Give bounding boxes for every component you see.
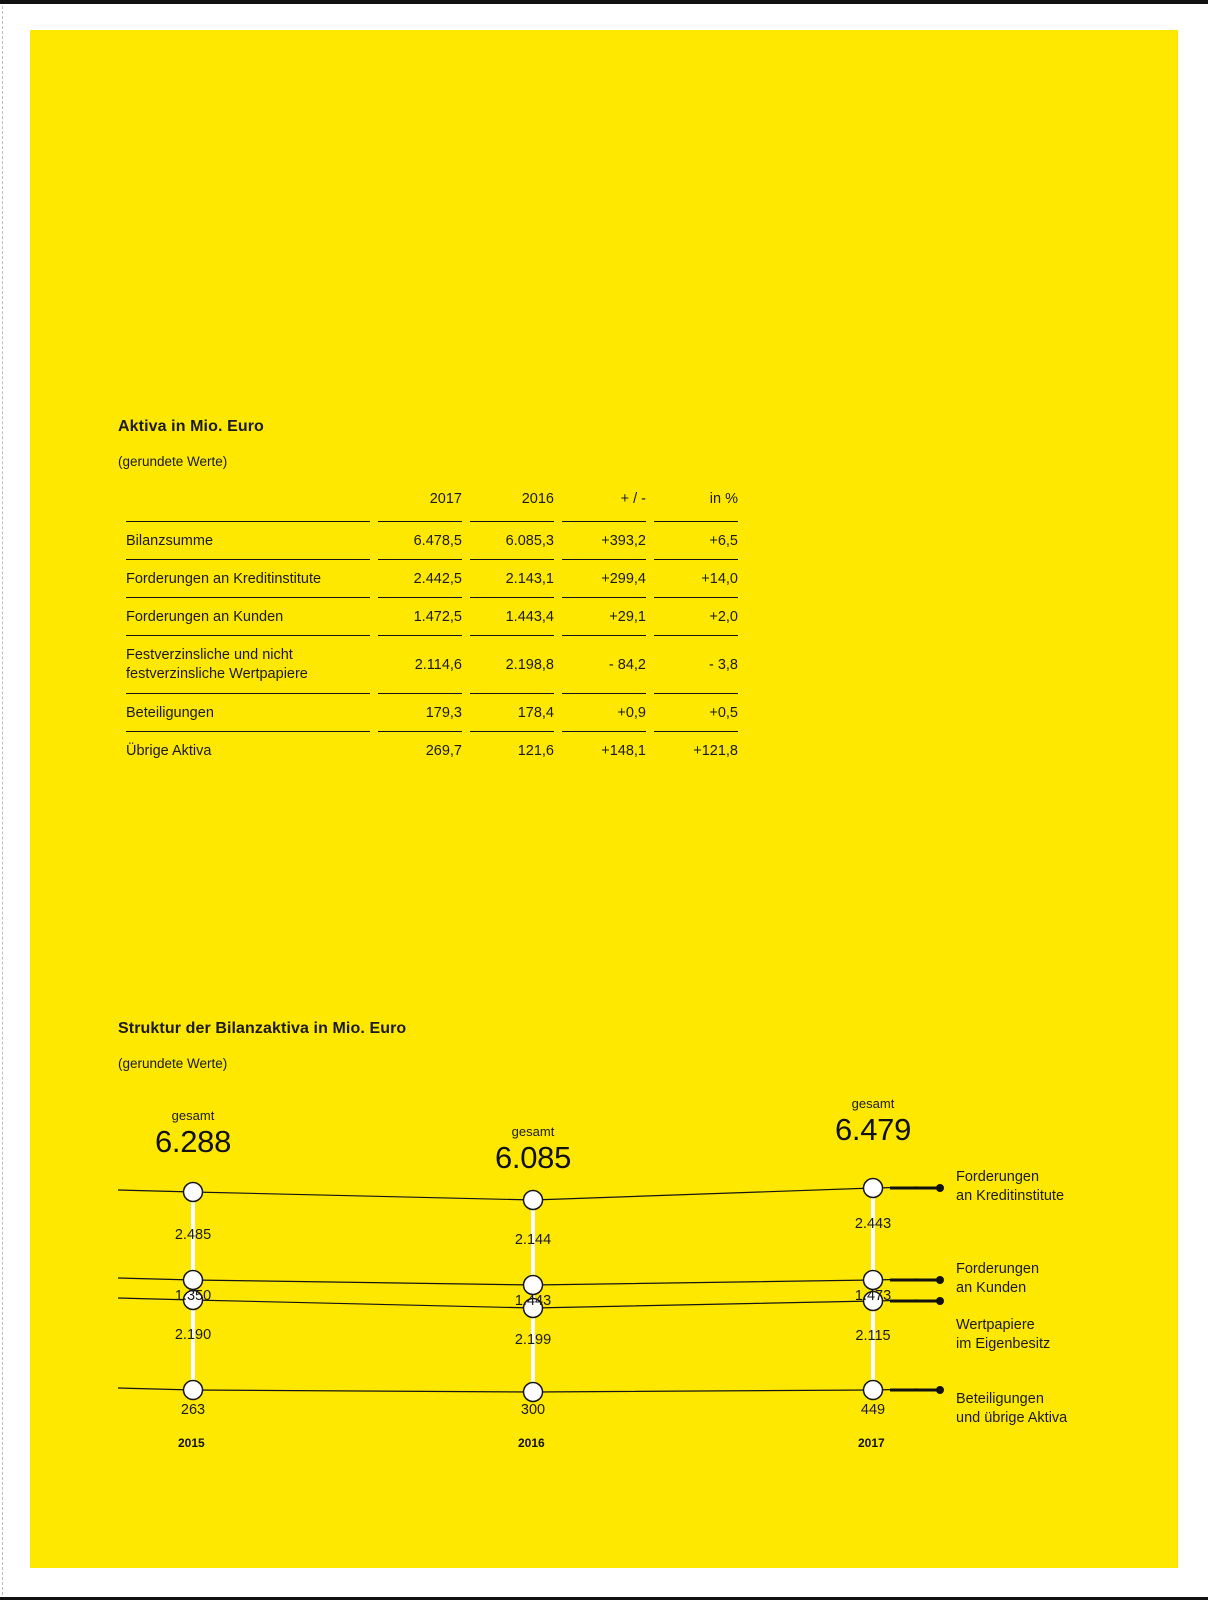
cell-2017: 2.442,5 — [378, 559, 462, 597]
legend-leader-dots — [936, 1184, 944, 1394]
col-header-2016: 2016 — [521, 491, 554, 507]
table-row — [126, 521, 738, 559]
cell-diff: +29,1 — [562, 597, 646, 635]
col-header-diff: + / - — [620, 491, 646, 507]
legend-line-2: an Kunden — [956, 1280, 1027, 1297]
cell-percent: +2,0 — [654, 597, 738, 635]
cell-diff: +299,4 — [562, 559, 646, 597]
cell-2016: 121,6 — [470, 731, 554, 769]
col-header-percent: in % — [709, 491, 738, 507]
total-caption-2017: gesamt — [851, 1096, 895, 1111]
cell-2016: 6.085,3 — [470, 521, 554, 559]
table-header-row — [126, 479, 738, 521]
table-row — [126, 693, 738, 731]
axis-label-2017: 2017 — [858, 1436, 885, 1450]
cell-percent: +14,0 — [654, 559, 738, 597]
value-2017-kunden: 1.473 — [854, 1288, 892, 1304]
value-2017-beteiligungen: 449 — [860, 1402, 886, 1418]
axis-label-2015: 2015 — [178, 1436, 205, 1450]
value-2016-wertpapiere: 2.199 — [514, 1332, 552, 1348]
legend-item-kunden — [956, 1260, 1039, 1299]
cell-2017: 179,3 — [378, 693, 462, 731]
node-2015-kreditinstitute — [184, 1183, 203, 1202]
chart-title: Struktur der Bilanzaktiva in Mio. Euro — [118, 1020, 407, 1037]
legend-item-beteiligungen — [956, 1390, 1067, 1429]
row-label: Forderungen an Kreditinstitute — [126, 559, 370, 597]
total-caption-2015: gesamt — [171, 1108, 215, 1123]
value-2015-wertpapiere: 2.190 — [174, 1327, 212, 1343]
cell-diff: +148,1 — [562, 731, 646, 769]
legend-line-1: Beteiligungen — [956, 1391, 1044, 1407]
leader-dot-beteiligungen — [936, 1386, 944, 1394]
row-label: Beteiligungen — [126, 693, 370, 731]
table-body — [126, 521, 738, 769]
row-label: Übrige Aktiva — [126, 731, 370, 769]
cell-2017: 1.472,5 — [378, 597, 462, 635]
value-2015-kreditinstitute: 2.485 — [174, 1227, 212, 1243]
report-page — [30, 30, 1178, 1568]
axis-label-2016: 2016 — [518, 1436, 545, 1450]
table-title: Aktiva in Mio. Euro — [118, 418, 264, 435]
boundary-line-2 — [118, 1278, 918, 1285]
legend-item-kreditinstitute — [956, 1168, 1064, 1207]
boundary-line-1 — [118, 1187, 918, 1200]
table-head — [126, 479, 738, 521]
legend-line-2: und übrige Aktiva — [956, 1410, 1068, 1427]
col-header-2017: 2017 — [429, 491, 462, 507]
legend-line-1: Forderungen — [956, 1261, 1040, 1277]
cell-percent: +121,8 — [654, 731, 738, 769]
total-value-2017: 6.479 — [834, 1112, 912, 1147]
node-2016-beteiligungen — [524, 1383, 543, 1402]
crop-guide-line — [2, 6, 3, 1600]
total-value-2016: 6.085 — [494, 1140, 572, 1175]
leader-dot-kreditinstitute — [936, 1184, 944, 1192]
table-row — [126, 635, 738, 693]
node-2017-kunden — [864, 1271, 883, 1290]
node-2017-beteiligungen — [864, 1381, 883, 1400]
cell-percent: +6,5 — [654, 521, 738, 559]
value-2015-beteiligungen: 263 — [180, 1402, 206, 1418]
leader-dot-kunden — [936, 1276, 944, 1284]
value-2016-kreditinstitute: 2.144 — [514, 1232, 552, 1248]
boundary-line-4 — [118, 1388, 918, 1392]
legend-line-2: im Eigenbesitz — [956, 1336, 1051, 1353]
node-2017-kreditinstitute — [864, 1179, 883, 1198]
legend-line-2: an Kreditinstitute — [956, 1188, 1065, 1205]
node-2016-kunden — [524, 1276, 543, 1295]
value-2016-beteiligungen: 300 — [520, 1402, 546, 1418]
cell-2017: 2.114,6 — [378, 635, 462, 693]
chart-subtitle: (gerundete Werte) — [118, 1056, 228, 1071]
value-2017-wertpapiere: 2.115 — [855, 1328, 891, 1344]
table-subtitle: (gerundete Werte) — [118, 454, 228, 469]
value-2015-kunden: 1.350 — [174, 1288, 212, 1304]
chart-plot-area — [118, 1080, 1108, 1480]
row-label: Bilanzsumme — [126, 521, 370, 559]
cell-2017: 6.478,5 — [378, 521, 462, 559]
node-2015-kunden — [184, 1271, 203, 1290]
col-header-label — [126, 479, 370, 521]
total-value-2015: 6.288 — [154, 1124, 232, 1159]
total-caption-2016: gesamt — [511, 1124, 555, 1139]
leader-dot-wertpapiere — [936, 1297, 944, 1305]
cell-percent: +0,5 — [654, 693, 738, 731]
legend-item-wertpapiere — [956, 1316, 1050, 1355]
table-row — [126, 731, 738, 769]
assets-table — [118, 479, 746, 769]
row-label: Forderungen an Kunden — [126, 597, 370, 635]
assets-structure-chart-section — [118, 1020, 1108, 1490]
legend-leaders — [890, 1188, 938, 1390]
table-row — [126, 559, 738, 597]
cell-2016: 2.143,1 — [470, 559, 554, 597]
value-2016-kunden: 1.443 — [514, 1293, 552, 1309]
value-2017-kreditinstitute: 2.443 — [854, 1216, 892, 1232]
cell-diff: - 84,2 — [562, 635, 646, 693]
legend-line-1: Forderungen — [956, 1169, 1040, 1185]
legend-line-1: Wertpapiere — [956, 1317, 1035, 1333]
node-2016-kreditinstitute — [524, 1191, 543, 1210]
cell-2017: 269,7 — [378, 731, 462, 769]
cell-percent: - 3,8 — [654, 635, 738, 693]
cell-2016: 1.443,4 — [470, 597, 554, 635]
node-2015-beteiligungen — [184, 1381, 203, 1400]
cell-diff: +0,9 — [562, 693, 646, 731]
cell-2016: 2.198,8 — [470, 635, 554, 693]
table-row — [126, 597, 738, 635]
row-label: Festverzinsliche und nicht festverzinsliche Wertpapiere — [126, 635, 370, 693]
band-boundary-lines — [118, 1187, 918, 1392]
scan-top-bar — [0, 0, 1208, 4]
cell-diff: +393,2 — [562, 521, 646, 559]
cell-2016: 178,4 — [470, 693, 554, 731]
assets-table-section — [118, 418, 738, 769]
